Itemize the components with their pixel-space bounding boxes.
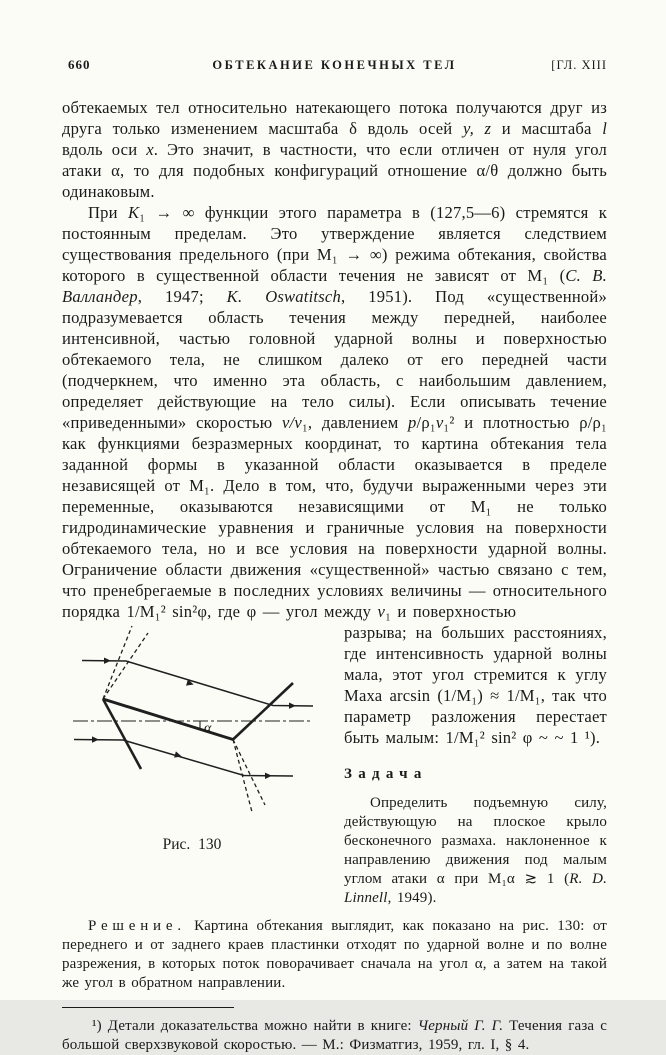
figure-130	[62, 622, 336, 912]
arrowhead	[104, 658, 111, 664]
arrowhead	[265, 773, 272, 779]
paragraph-scaling-continuation: обтекаемых тел относительно натекающего потока получаются друг из друга только изменением масштаба δ вдоль осей y, z и масштаба l вдоль оси x. Это значит, в частности, что если отличен от нуля угол атаки α, то для подобных конфигураций отношение α/θ должно быть одинаковым.	[62, 98, 607, 201]
trailing-edge-shock	[233, 683, 293, 740]
footnote-rule	[62, 1007, 234, 1008]
alpha-angle-label: α	[204, 721, 212, 736]
page-number: 660	[68, 57, 91, 72]
chapter-reference: [ГЛ. XIII	[551, 58, 607, 72]
footnote-text: ¹) Детали доказательства можно найти в книге: Черный Г. Г. Течения газа с большой сверхзвуковой скоростью. — М.: Физматгиз, 1959, гл. I, § 4.	[62, 1018, 607, 1053]
arrowhead	[289, 703, 296, 709]
page-header	[62, 57, 607, 73]
task-statement-paragraph: Определить подъемную силу, действующую на плоское крыло бесконечного размаха. наклоненное к направлению движения под малым углом атаки α при M₁α ≳ 1 (R. D. Linnell, 1949).	[344, 795, 607, 906]
solution-paragraph: Решение. Картина обтекания выглядит, как показано на рис. 130: от переднего и от заднего краев пластинки отходят по ударной волне и по волне разрежения, в которых поток поворачивает сначала на угол α, а затем на такой же угол в обратном направлении.	[62, 918, 607, 991]
footnote	[62, 1007, 607, 1055]
running-title: ОБТЕКАНИЕ КОНЕЧНЫХ ТЕЛ	[212, 58, 457, 72]
trailing-expansion-line	[233, 740, 265, 806]
paragraph-limit-regime-continued: разрыва; на больших расстояниях, где интенсивность ударной волны мала, этот угол стремится к углу Маха arcsin (1/M₁) ≈ 1/M₁, так что параметр разложения перестает быть малым: 1/M₁² sin² φ ~ ~ 1 ¹).	[344, 623, 607, 747]
figure-section	[62, 622, 607, 908]
upper-streamline	[82, 661, 313, 707]
figure-caption: Рис. 130	[162, 836, 222, 853]
paragraph-limit-regime: При K₁ → ∞ функции этого параметра в (127,5—6) стремятся к постоянным пределам. Это утверждение является следствием существования предельного (при M₁ → ∞) режима обтекания, свойства которого в существенной области течения не зависят от M₁ (С. В. Валландер, 1947; K. Oswatitsch, 1951). Под «существенной» подразумевается область течения между передней, наиболее интенсивной, частью головной ударной волны и поверхностью обтекаемого тела, не слишком далеко от его передней части (подчеркнем, что именно эта область, с наибольшим давлением, определяет действующие на тело силы). Если описывать течение «приведенными» скоростью v/v₁, давлением p/ρ₁v₁² и плотностью ρ/ρ₁ как функциями безразмерных координат, то картина обтекания тела заданной формы в указанной области оказывается в пределе независящей от M₁. Дело в том, что, будучи выраженными через эти переменные, оказываются независящими от M₁ не только гидродинамические уравнения и граничные условия на поверхности обтекаемого тела, но и все условия на поверхности ударной волны. Ограничение области движения «существенной» частью связано с тем, что пренебрегаемые в последних условиях величины — относительного порядка 1/M₁² sin²φ, где φ — угол между v₁ и поверхностью	[62, 203, 608, 621]
lower-streamline	[74, 740, 293, 777]
flat-plate-flow-diagram	[62, 622, 336, 834]
task-heading: Задача	[344, 766, 428, 782]
arrowhead	[92, 736, 99, 742]
arrowhead	[174, 751, 183, 759]
